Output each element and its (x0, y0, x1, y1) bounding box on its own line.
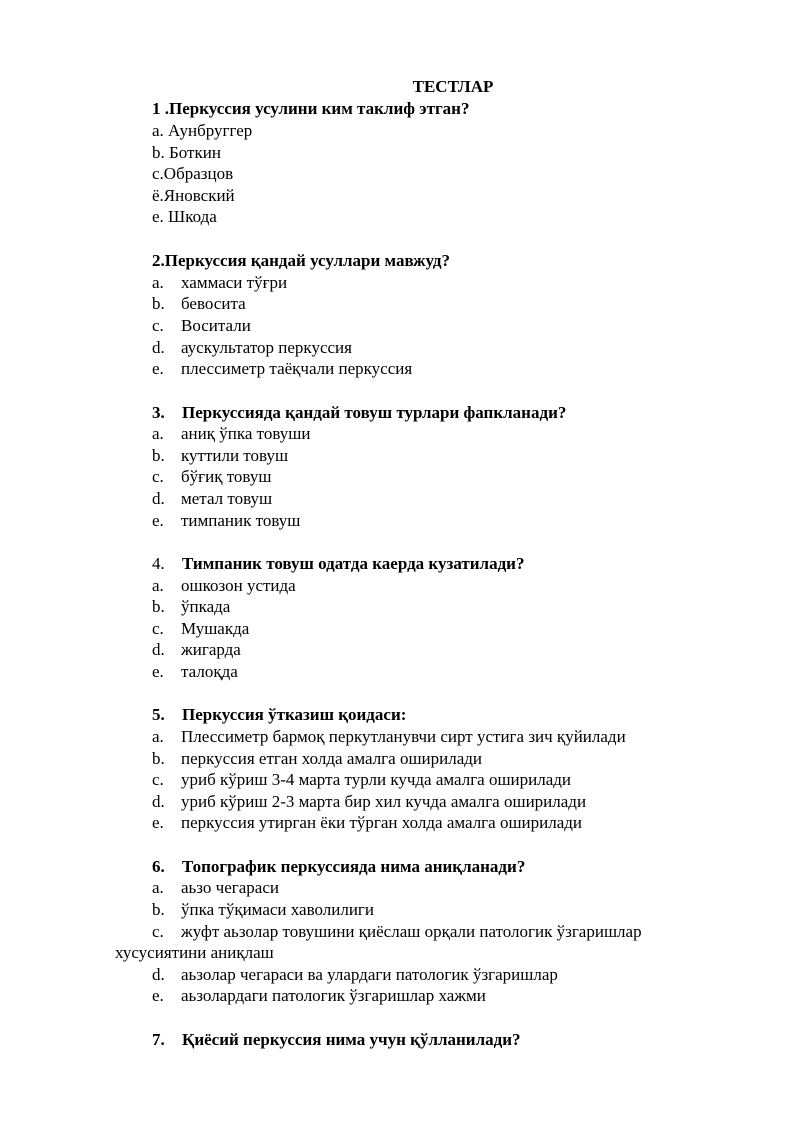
q2-letter-d: d. (152, 338, 165, 357)
q5-letter-c: c. (152, 770, 164, 789)
question-2: 2.Перкуссия қандай усуллари мавжуд? (152, 251, 451, 270)
question-4-number: 4. (152, 554, 165, 573)
q2-option-b: бевосита (181, 294, 246, 313)
q6-letter-a: a. (152, 878, 164, 897)
question-5-number: 5. (152, 705, 165, 724)
question-5: Перкуссия ўтказиш қоидаси: (182, 705, 407, 724)
q5-option-d: уриб кўриш 2-3 марта бир хил кучда амалга оширилади (181, 792, 587, 811)
q4-letter-e: e. (152, 662, 164, 681)
question-4: Тимпаник товуш одатда каерда кузатилади? (182, 554, 525, 573)
q5-letter-d: d. (152, 792, 165, 811)
q2-letter-e: e. (152, 359, 164, 378)
q6-letter-d: d. (152, 965, 165, 984)
q3-letter-b: b. (152, 446, 165, 465)
q5-option-b: перкуссия етган холда амалга оширилади (181, 749, 483, 768)
q3-option-c: бўғиқ товуш (181, 467, 272, 486)
q3-letter-e: e. (152, 511, 164, 530)
q3-option-e: тимпаник товуш (181, 511, 301, 530)
question-3-number: 3. (152, 403, 165, 422)
q2-option-a: хаммаси тўғри (181, 273, 288, 292)
q1-option-c: c.Образцов (152, 164, 234, 183)
q3-option-a: аниқ ўпка товуши (181, 424, 311, 443)
q2-letter-b: b. (152, 294, 165, 313)
q1-option-b: b. Боткин (152, 143, 221, 162)
q4-option-b: ўпкада (181, 597, 231, 616)
q3-letter-d: d. (152, 489, 165, 508)
q5-option-a: Плессиметр бармоқ перкутланувчи сирт устига зич қуйилади (181, 727, 626, 746)
q6-letter-e: e. (152, 986, 164, 1005)
q4-option-c: Мушакда (181, 619, 250, 638)
q6-option-e: аьзолардаги патологик ўзгаришлар хажми (181, 986, 486, 1005)
q2-option-d: аускультатор перкуссия (181, 338, 352, 357)
q6-option-a: аьзо чегараси (181, 878, 279, 897)
page-title: ТЕСТЛАР (412, 77, 494, 96)
question-7-number: 7. (152, 1030, 165, 1049)
q6-letter-c: c. (152, 922, 164, 941)
q1-option-e: e. Шкода (152, 207, 217, 226)
q2-option-c: Воситали (181, 316, 251, 335)
q1-option-d: ё.Яновский (152, 186, 235, 205)
q6-option-c-continuation: хусусиятини аниқлаш (115, 943, 274, 962)
q4-letter-a: a. (152, 576, 164, 595)
q6-option-d: аьзолар чегараси ва улардаги патологик ўзгаришлар (181, 965, 558, 984)
question-1: 1 .Перкуссия усулини ким таклиф этган? (152, 99, 470, 118)
q3-option-d: метал товуш (181, 489, 273, 508)
q2-option-e: плессиметр таёқчали перкуссия (181, 359, 413, 378)
q4-option-a: ошкозон устида (181, 576, 296, 595)
question-7: Қиёсий перкуссия нима учун қўлланилади? (182, 1030, 521, 1049)
q3-letter-c: c. (152, 467, 164, 486)
q4-letter-d: d. (152, 640, 165, 659)
question-3: Перкуссияда қандай товуш турлари фапкланади? (182, 403, 567, 422)
q4-option-e: талоқда (181, 662, 238, 681)
q6-option-b: ўпка тўқимаси хаволилиги (181, 900, 375, 919)
question-6-number: 6. (152, 857, 165, 876)
q5-letter-e: e. (152, 813, 164, 832)
q4-letter-c: c. (152, 619, 164, 638)
q5-letter-b: b. (152, 749, 165, 768)
q3-option-b: куттили товуш (181, 446, 289, 465)
q6-letter-b: b. (152, 900, 165, 919)
q2-letter-a: a. (152, 273, 164, 292)
q3-letter-a: a. (152, 424, 164, 443)
q4-option-d: жигарда (181, 640, 241, 659)
q5-option-e: перкуссия утирган ёки тўрган холда амалга оширилади (181, 813, 583, 832)
q6-option-c: жуфт аьзолар товушини қиёслаш орқали патологик ўзгаришлар (181, 922, 642, 941)
q5-option-c: уриб кўриш 3-4 марта турли кучда амалга оширилади (181, 770, 572, 789)
q1-option-a: a. Аунбруггер (152, 121, 253, 140)
q4-letter-b: b. (152, 597, 165, 616)
q2-letter-c: c. (152, 316, 164, 335)
question-6: Топографик перкуссияда нима аниқланади? (182, 857, 526, 876)
q5-letter-a: a. (152, 727, 164, 746)
